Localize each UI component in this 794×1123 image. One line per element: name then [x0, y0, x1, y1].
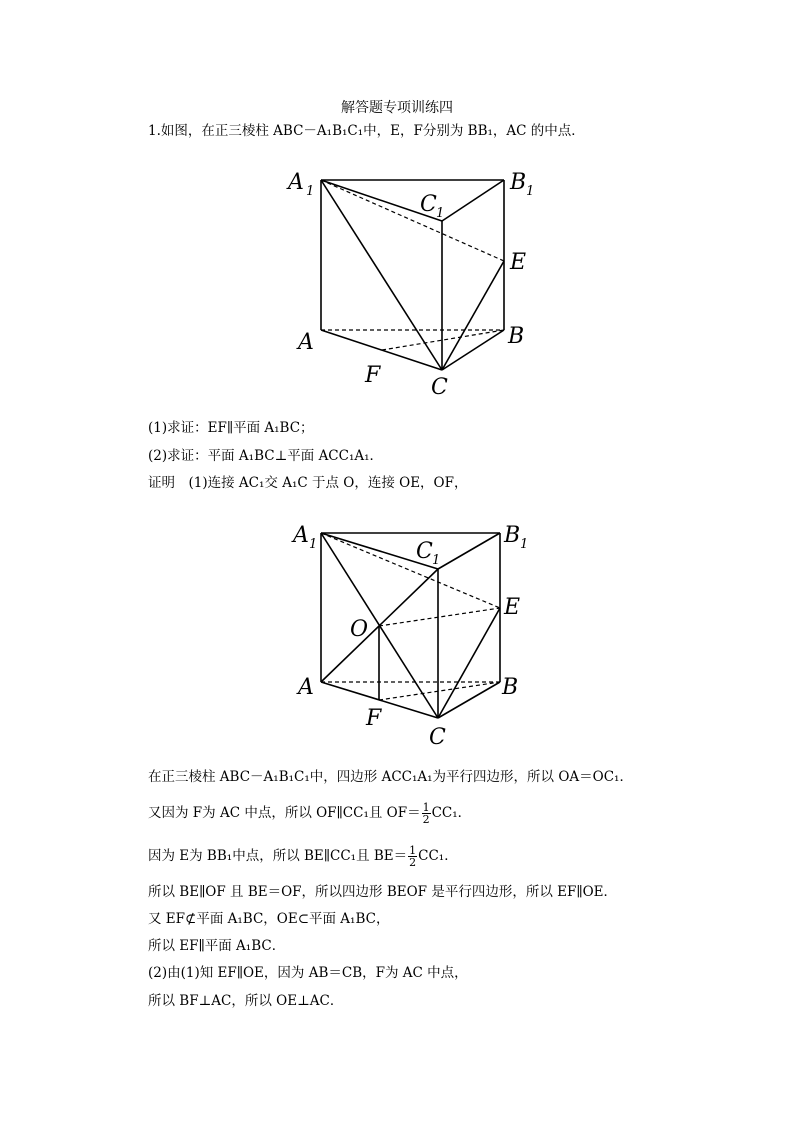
label-e: E: [504, 595, 521, 620]
proof-line-4: 所以 BE∥OF 且 BE＝OF，所以四边形 BEOF 是平行四边形，所以 EF∥OE．: [148, 884, 617, 900]
label-b1-sub: 1: [520, 537, 529, 552]
problem-statement: 1.如图，在正三棱柱 ABC－A₁B₁C₁中，E，F分别为 BB₁，AC 的中点．: [148, 123, 585, 139]
label-a1-sub: 1: [306, 184, 315, 199]
label-a1-sub: 1: [309, 537, 318, 552]
proof-line-5: 又 EF⊄平面 A₁BC，OE⊂平面 A₁BC，: [148, 911, 390, 927]
label-a1: A: [288, 170, 304, 195]
label-b: B: [508, 324, 525, 349]
label-b1: B: [510, 170, 527, 195]
fraction-half: $\frac{1}{2}$: [409, 844, 417, 869]
label-f: F: [366, 706, 382, 731]
label-f: F: [365, 363, 381, 388]
label-c: C: [429, 725, 446, 750]
proof-line-2-pre: 又因为 F为 AC 中点，所以 OF∥CC₁且 OF＝: [148, 805, 421, 821]
proof-line-1: 在正三棱柱 ABC－A₁B₁C₁中，四边形 ACC₁A₁为平行四边形，所以 OA＝OC₁．: [148, 769, 633, 785]
part-1: (1)求证：EF∥平面 A₁BC；: [148, 420, 314, 436]
page-title: 解答题专项训练四: [341, 100, 453, 116]
proof-line-8: 所以 BF⊥AC，所以 OE⊥AC．: [148, 993, 344, 1009]
label-a: A: [298, 675, 314, 700]
proof-line-2: [148, 800, 471, 826]
label-o: O: [350, 617, 369, 642]
label-c: C: [431, 375, 448, 400]
proof-line-6: 所以 EF∥平面 A₁BC．: [148, 938, 286, 954]
label-b1: B: [504, 523, 521, 548]
proof-line-2-post: CC₁．: [431, 805, 472, 821]
proof-line-3-pre: 因为 E为 BB₁中点，所以 BE∥CC₁且 BE＝: [148, 848, 408, 864]
figure-prism-1: [270, 155, 552, 410]
fraction-half: $\frac{1}{2}$: [422, 801, 430, 826]
label-b: B: [502, 675, 519, 700]
part-2: (2)求证：平面 A₁BC⊥平面 ACC₁A₁．: [148, 448, 384, 464]
figure-prism-2: [278, 506, 548, 761]
proof-line-3: [148, 843, 458, 869]
label-b1-sub: 1: [526, 184, 535, 199]
label-e: E: [510, 250, 527, 275]
label-c1: C: [420, 192, 437, 217]
label-c1-sub: 1: [432, 553, 441, 568]
proof-intro: 证明 (1)连接 AC₁交 A₁C 于点 O，连接 OE，OF，: [148, 475, 468, 491]
label-c1: C: [416, 539, 433, 564]
label-c1-sub: 1: [436, 206, 445, 221]
proof-line-3-post: CC₁．: [418, 848, 458, 864]
label-a1: A: [293, 523, 309, 548]
proof-line-7: (2)由(1)知 EF∥OE，因为 AB＝CB，F为 AC 中点，: [148, 965, 468, 981]
label-a: A: [298, 330, 314, 355]
